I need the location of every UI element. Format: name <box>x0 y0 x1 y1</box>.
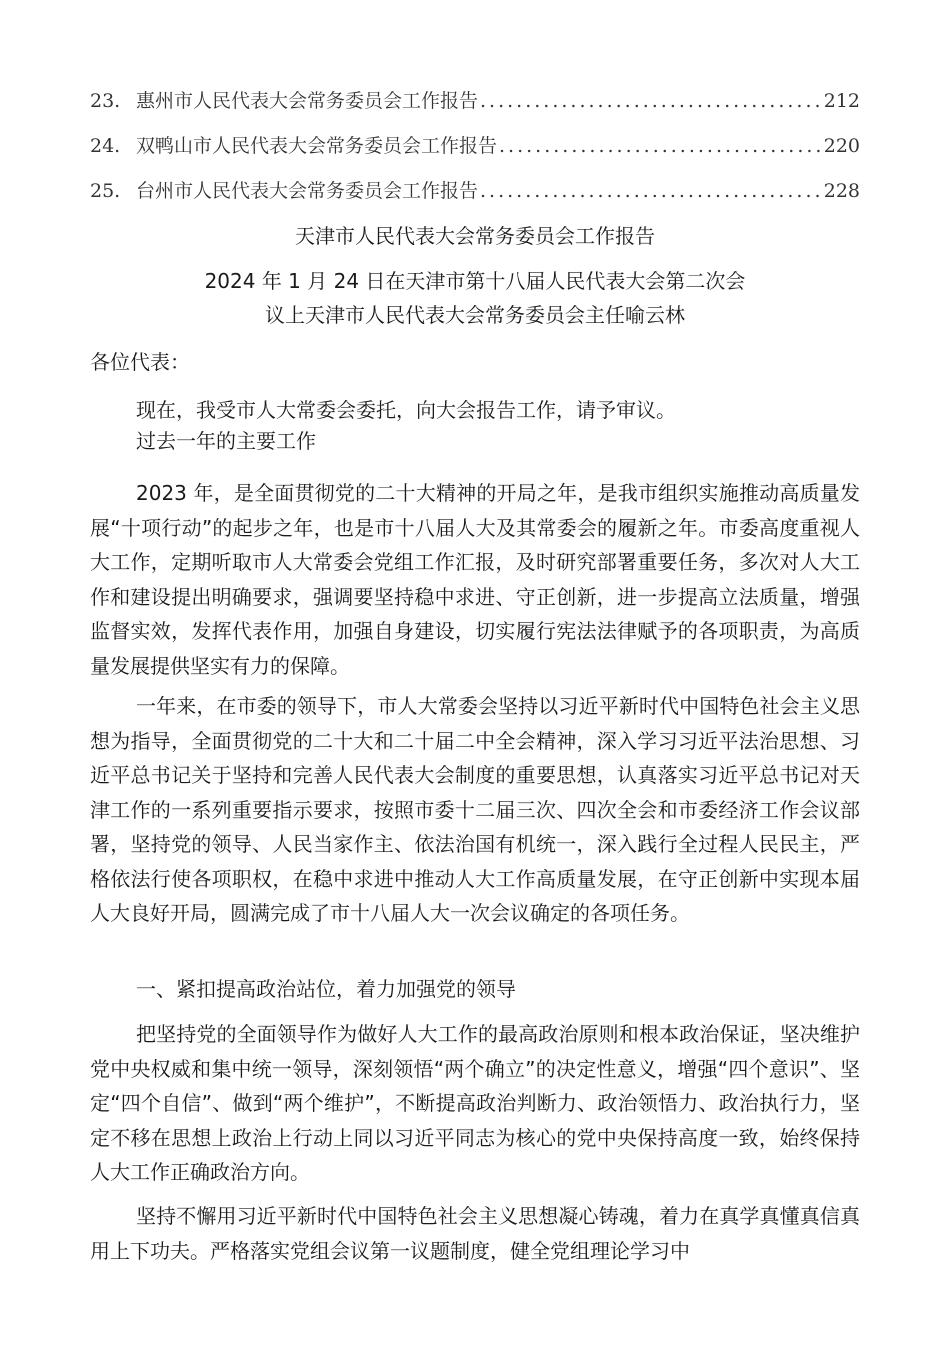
toc-entry-page: 212 <box>823 90 860 112</box>
body-paragraph: 把坚持党的全面领导作为做好人大工作的最高政治原则和根本政治保证，坚决维护党中央权威和集中统一领导，深刻领悟“两个确立”的决定性意义，增强“四个意识”、坚定“四个自信”、做到“两个维护”，不断提高政治判断力、政治领悟力、政治执行力，坚定不移在思想上政治上行动上同以习近平同志为核心的党中央保持高度一致，始终保持人大工作正确政治方向。 <box>90 1022 860 1184</box>
toc-entry-page: 228 <box>823 180 860 202</box>
toc-leader-dots <box>478 86 822 116</box>
report-subtitle-line-1: 2024 年 1 月 24 日在天津市第十八届人民代表大会第二次会 <box>204 269 746 293</box>
toc-entry-number: 25. <box>90 180 121 202</box>
section-heading-1: 一、紧扣提高政治站位，着力加强党的领导 <box>136 977 516 1001</box>
report-title: 天津市人民代表大会常务委员会工作报告 <box>295 224 655 248</box>
section-heading-past-year: 过去一年的主要工作 <box>136 429 316 453</box>
toc-entry[interactable] <box>90 176 860 221</box>
toc-entry-number: 23. <box>90 90 121 112</box>
table-of-contents <box>90 86 860 221</box>
toc-entry-title: 双鸭山市人民代表大会常务委员会工作报告 <box>136 135 498 157</box>
toc-entry[interactable] <box>90 86 860 131</box>
intro-paragraph: 现在，我受市人大常委会委托，向大会报告工作，请予审议。 <box>136 398 676 422</box>
toc-entry-title: 台州市人民代表大会常务委员会工作报告 <box>136 180 479 202</box>
salutation: 各位代表： <box>90 350 190 374</box>
toc-entry-page: 220 <box>823 135 860 157</box>
toc-entry[interactable] <box>90 131 860 176</box>
toc-entry-number: 24. <box>90 135 121 157</box>
toc-entry-title: 惠州市人民代表大会常务委员会工作报告 <box>136 90 479 112</box>
body-paragraph: 一年来，在市委的领导下，市人大常委会坚持以习近平新时代中国特色社会主义思想为指导，全面贯彻党的二十大和二十届二中全会精神，深入学习习近平法治思想、习近平总书记关于坚持和完善人民代表大会制度的重要思想，认真落实习近平总书记对天津工作的一系列重要指示要求，按照市委十二届三次、四次全会和市委经济工作会议部署，坚持党的领导、人民当家作主、依法治国有机统一，深入践行全过程人民民主，严格依法行使各项职权，在稳中求进中推动人大工作高质量发展，在守正创新中实现本届人大良好开局，圆满完成了市十八届人大一次会议确定的各项任务。 <box>90 694 860 925</box>
toc-leader-dots <box>497 131 822 161</box>
toc-leader-dots <box>478 176 822 206</box>
body-paragraph: 2023 年，是全面贯彻党的二十大精神的开局之年，是我市组织实施推动高质量发展“十项行动”的起步之年，也是市十八届人大及其常委会的履新之年。市委高度重视人大工作，定期听取市人大常委会党组工作汇报，及时研究部署重要任务，多次对人大工作和建设提出明确要求，强调要坚持稳中求进、守正创新，进一步提高立法质量，增强监督实效，发挥代表作用，加强自身建设，切实履行宪法法律赋予的各项职责，为高质量发展提供坚实有力的保障。 <box>90 481 860 678</box>
report-subtitle-line-2: 议上天津市人民代表大会常务委员会主任喻云林 <box>265 303 685 327</box>
body-paragraph: 坚持不懈用习近平新时代中国特色社会主义思想凝心铸魂，着力在真学真懂真信真用上下功夫。严格落实党组会议第一议题制度，健全党组理论学习中 <box>90 1204 860 1263</box>
